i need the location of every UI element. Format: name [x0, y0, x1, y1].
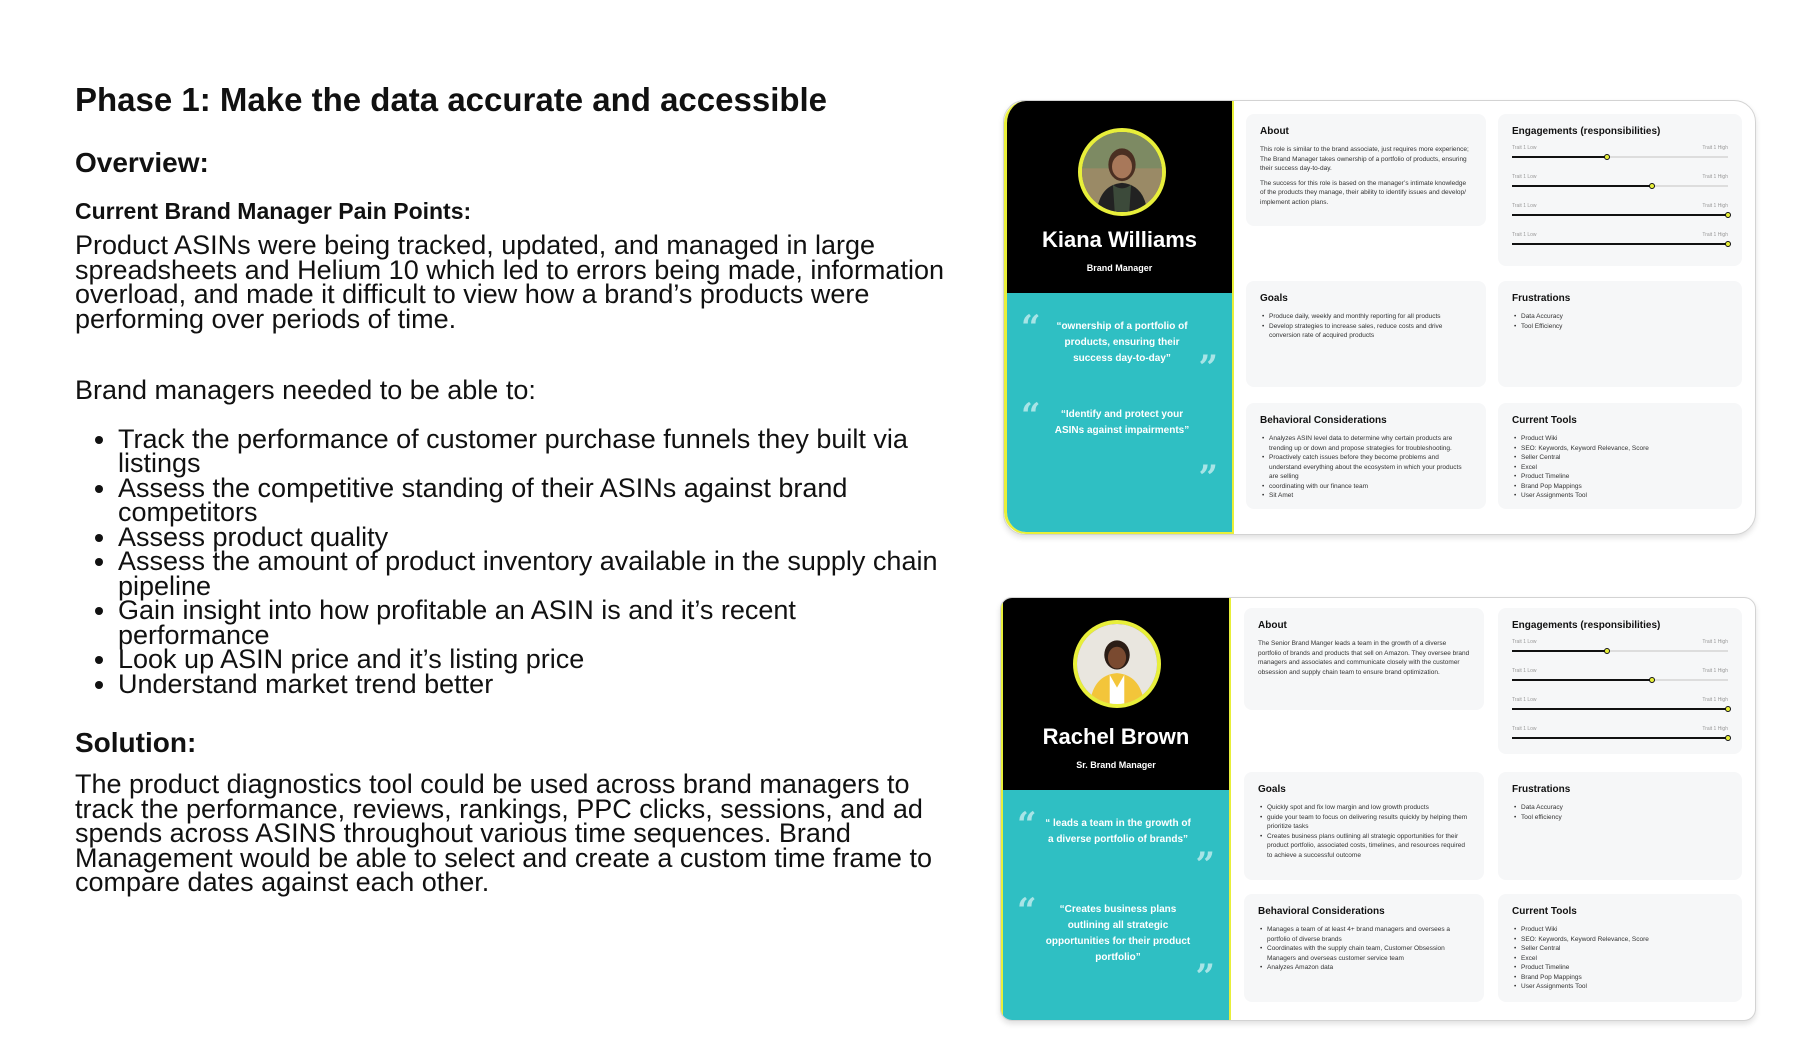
avatar — [1078, 128, 1166, 216]
engagement-slider — [1512, 232, 1728, 261]
trait-high-label: Trait 1 High — [1702, 145, 1728, 151]
trait-high-label: Trait 1 High — [1702, 639, 1728, 645]
slider-track — [1512, 214, 1728, 216]
trait-low-label: Trait 1 Low — [1512, 145, 1537, 151]
close-quote-icon: ” — [1198, 348, 1218, 388]
slider-fill — [1512, 708, 1728, 710]
close-quote-icon: ” — [1195, 845, 1215, 885]
close-quote-icon: ” — [1195, 957, 1215, 997]
persona-sidebar — [1001, 598, 1231, 1020]
slider-fill — [1512, 185, 1652, 187]
persona-role: Brand Manager — [1086, 263, 1153, 273]
list-item: • Analyzes ASIN level data to determine why certain products are trending up or down and propose strategies for troubleshooting. — [1260, 434, 1472, 453]
persona-role: Sr. Brand Manager — [1076, 760, 1156, 770]
slider-knob-icon — [1604, 154, 1610, 160]
list-item: • User Assignments Tool — [1512, 982, 1728, 992]
engagements-list — [1512, 145, 1728, 261]
list-item: • Excel — [1512, 954, 1728, 964]
persona-sidebar — [1004, 101, 1234, 534]
list-item: • coordinating with our finance team — [1260, 482, 1472, 492]
slider-track — [1512, 185, 1728, 187]
slider-fill — [1512, 243, 1728, 245]
solution-heading: Solution: — [75, 727, 197, 758]
trait-high-label: Trait 1 High — [1702, 174, 1728, 180]
panel-title: About — [1260, 126, 1289, 137]
slider-knob-icon — [1725, 212, 1731, 218]
persona-header — [1003, 598, 1229, 790]
trait-high-label: Trait 1 High — [1702, 668, 1728, 674]
list-item: • SEO: Keywords, Keyword Relevance, Score — [1512, 444, 1728, 454]
quotes-section — [1003, 790, 1229, 1020]
panel-title: Frustrations — [1512, 784, 1571, 795]
trait-low-label: Trait 1 Low — [1512, 174, 1537, 180]
list-item: • Product Timeline — [1512, 963, 1728, 973]
behavioral-panel — [1244, 894, 1484, 1002]
slider-knob-icon — [1725, 241, 1731, 247]
trait-high-label: Trait 1 High — [1702, 203, 1728, 209]
list-item: • Data Accuracy — [1512, 312, 1728, 322]
panel-title: Behavioral Considerations — [1260, 415, 1387, 426]
list-item: • Seller Central — [1512, 453, 1728, 463]
panel-title: Goals — [1260, 293, 1288, 304]
frustrations-panel — [1498, 772, 1742, 880]
open-quote-icon: “ — [1017, 805, 1037, 845]
list-item: • Track the performance of customer purchase funnels they built via listings — [118, 427, 945, 476]
trait-high-label: Trait 1 High — [1702, 232, 1728, 238]
list-item: • Gain insight into how profitable an ASIN is and it’s recent performance — [118, 598, 945, 647]
persona-header — [1007, 101, 1232, 293]
panel-title: Goals — [1258, 784, 1286, 795]
list-item: • Brand Pop Mappings — [1512, 973, 1728, 983]
panel-title: Current Tools — [1512, 415, 1577, 426]
list-item: • Product Wiki — [1512, 925, 1728, 935]
slider-knob-icon — [1649, 183, 1655, 189]
slider-fill — [1512, 214, 1728, 216]
persona-card-rachel — [1000, 597, 1756, 1021]
engagement-slider — [1512, 145, 1728, 174]
list-item: • Analyzes Amazon data — [1258, 963, 1470, 973]
list-item: • guide your team to focus on delivering results quickly by helping them prioritize tasks — [1258, 813, 1470, 832]
list-item: • Data Accuracy — [1512, 803, 1728, 813]
list-item: • Creates business plans outlining all strategic opportunities for their product portfolio, associated costs, timelines, and resources required to achieve a successful outcome — [1258, 832, 1470, 861]
trait-low-label: Trait 1 Low — [1512, 726, 1537, 732]
panel-title: About — [1258, 620, 1287, 631]
list-item: • Assess the competitive standing of their ASINs against brand competitors — [118, 476, 945, 525]
trait-high-label: Trait 1 High — [1702, 697, 1728, 703]
list-item: • Assess product quality — [118, 525, 945, 550]
engagement-slider — [1512, 668, 1728, 697]
tools-panel — [1498, 894, 1742, 1002]
goals-panel — [1244, 772, 1484, 880]
needs-list — [75, 423, 945, 699]
trait-low-label: Trait 1 Low — [1512, 697, 1537, 703]
slider-track — [1512, 737, 1728, 739]
person-photo-icon — [1077, 624, 1157, 704]
slider-knob-icon — [1649, 677, 1655, 683]
slider-fill — [1512, 679, 1652, 681]
solution-text: The product diagnostics tool could be used across brand managers to track the performance, reviews, rankings, PPC clicks, sessions, and ad spends across ASINS throughout various time sequences. Brand Management would be able to select and create a custom time frame to compare dates against each other. — [75, 769, 932, 897]
behavioral-panel — [1246, 403, 1486, 509]
trait-low-label: Trait 1 Low — [1512, 639, 1537, 645]
slider-track — [1512, 243, 1728, 245]
panel-title: Frustrations — [1512, 293, 1571, 304]
list-item: • Tool Efficiency — [1512, 322, 1728, 332]
engagement-slider — [1512, 726, 1728, 755]
persona-card-kiana — [1003, 100, 1756, 535]
about-panel — [1246, 114, 1486, 226]
goals-panel — [1246, 281, 1486, 387]
list-item: • Look up ASIN price and it’s listing price — [118, 647, 945, 672]
engagements-panel — [1498, 608, 1742, 754]
tools-panel — [1498, 403, 1742, 509]
pain-points-heading: Current Brand Manager Pain Points: — [75, 198, 472, 224]
slider-fill — [1512, 156, 1607, 158]
pain-points-text: Product ASINs were being tracked, updated, and managed in large spreadsheets and Helium 10 which led to errors being made, information overload, and made it difficult to view how a brand’s products were performing over periods of time. — [75, 230, 944, 334]
list-item: • Manages a team of at least 4+ brand managers and oversees a portfolio of diverse brands — [1258, 925, 1470, 944]
slider-knob-icon — [1725, 735, 1731, 741]
engagement-slider — [1512, 639, 1728, 668]
slider-track — [1512, 650, 1728, 652]
panel-title: Current Tools — [1512, 906, 1577, 917]
about-panel — [1244, 608, 1484, 710]
panel-title: Engagements (responsibilities) — [1512, 126, 1661, 137]
list-item: • Sit Amet — [1260, 491, 1472, 501]
persona-name: Rachel Brown — [1042, 724, 1190, 749]
slider-knob-icon — [1725, 706, 1731, 712]
about-text: The success for this role is based on the manager’s intimate knowledge of the products they manage, their ability to identify issues and develop/ implement action plans. — [1260, 179, 1467, 206]
slider-track — [1512, 679, 1728, 681]
persona-quote: “Identify and protect your ASINs against impairments” — [1054, 409, 1190, 436]
list-item: • Produce daily, weekly and monthly reporting for all products — [1260, 312, 1472, 322]
list-item: • SEO: Keywords, Keyword Relevance, Score — [1512, 935, 1728, 945]
close-quote-icon: ” — [1198, 458, 1218, 498]
panel-title: Engagements (responsibilities) — [1512, 620, 1661, 631]
engagements-panel — [1498, 114, 1742, 266]
list-item: • Product Timeline — [1512, 472, 1728, 482]
list-item: • Tool efficiency — [1512, 813, 1728, 823]
trait-low-label: Trait 1 Low — [1512, 668, 1537, 674]
frustrations-panel — [1498, 281, 1742, 387]
persona-quote: “ leads a team in the growth of a diverse portfolio of brands” — [1045, 818, 1191, 845]
trait-low-label: Trait 1 Low — [1512, 203, 1537, 209]
persona-quote: “ownership of a portfolio of products, ensuring their success day-to-day” — [1056, 321, 1188, 364]
persona-name: Kiana Williams — [1041, 227, 1198, 252]
open-quote-icon: “ — [1021, 396, 1041, 436]
about-text: The Senior Brand Manger leads a team in the growth of a diverse portfolio of brands and products that sell on Amazon. They oversee brand managers and associates and communicate closely with the customer obsession and supply chain team to ensure brand optimization. — [1258, 640, 1470, 676]
trait-low-label: Trait 1 Low — [1512, 232, 1537, 238]
page-title: Phase 1: Make the data accurate and accessible — [75, 81, 828, 118]
quotes-section — [1007, 293, 1232, 532]
list-item: • Understand market trend better — [118, 672, 945, 697]
list-item: • Brand Pop Mappings — [1512, 482, 1728, 492]
list-item: • Seller Central — [1512, 944, 1728, 954]
panel-title: Behavioral Considerations — [1258, 906, 1385, 917]
open-quote-icon: “ — [1021, 308, 1041, 348]
slider-track — [1512, 156, 1728, 158]
engagement-slider — [1512, 174, 1728, 203]
slider-fill — [1512, 650, 1607, 652]
engagement-slider — [1512, 697, 1728, 726]
needs-intro: Brand managers needed to be able to: — [75, 375, 536, 405]
list-item: • User Assignments Tool — [1512, 491, 1728, 501]
slider-knob-icon — [1604, 648, 1610, 654]
list-item: • Quickly spot and fix low margin and low growth products — [1258, 803, 1470, 813]
slider-track — [1512, 708, 1728, 710]
list-item: • Proactively catch issues before they become problems and understand everything about the ecosystem in which your products are selling — [1260, 453, 1472, 482]
trait-high-label: Trait 1 High — [1702, 726, 1728, 732]
list-item: • Product Wiki — [1512, 434, 1728, 444]
slider-fill — [1512, 737, 1728, 739]
open-quote-icon: “ — [1017, 891, 1037, 931]
list-item: • Develop strategies to increase sales, reduce costs and drive conversion rate of acquired products — [1260, 322, 1472, 341]
engagement-slider — [1512, 203, 1728, 232]
about-text: This role is similar to the brand associate, just requires more experience; The Brand Manager takes ownership of a portfolio of products, ensuring their success day-to-day. — [1260, 146, 1469, 172]
overview-heading: Overview: — [75, 147, 209, 178]
engagements-list — [1512, 639, 1728, 755]
persona-quote: “Creates business plans outlining all strategic opportunities for their product portfolio” — [1045, 904, 1191, 963]
list-item: • Assess the amount of product inventory available in the supply chain pipeline — [118, 549, 945, 598]
left-text-column — [75, 80, 945, 895]
list-item: • Coordinates with the supply chain team, Customer Obsession Managers and overseas customer service team — [1258, 944, 1470, 963]
avatar — [1073, 620, 1161, 708]
person-photo-icon — [1082, 132, 1162, 212]
list-item: • Excel — [1512, 463, 1728, 473]
